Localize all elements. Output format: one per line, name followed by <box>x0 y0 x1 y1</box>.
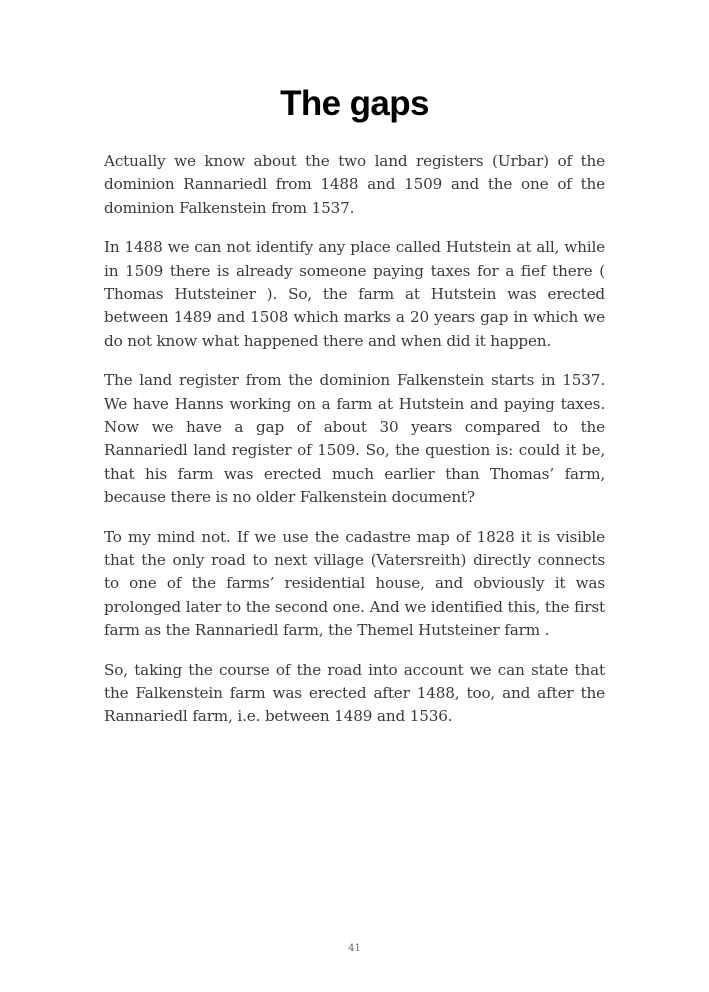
paragraph: To my mind not. If we use the cadastre map of 1828 it is visible that the only road to next village (Vatersreith) directly connects to one of the farms’ residential house, and obviously it was prolonged later to the second one. And we identified this, the first farm as the Rannariedl farm, the Themel Hutsteiner farm . <box>104 527 605 639</box>
paragraph: Actually we know about the two land registers (Urbar) of the dominion Rannariedl from 1488 and 1509 and the one of the dominion Falkenstein from 1537. <box>104 152 605 217</box>
page-number: 41 <box>348 943 361 954</box>
paragraph: In 1488 we can not identify any place called Hutstein at all, while in 1509 there is already someone paying taxes for a fief there ( Thomas Hutsteiner ). So, the farm at Hutstein was erected between 1489 and 1508 which marks a 20 years gap in which we do not know what happened there and when did it happen. <box>104 238 605 350</box>
page-title: The gaps <box>280 84 429 123</box>
paragraph: So, taking the course of the road into account we can state that the Falkenstein farm was erected after 1488, too, and after the Rannariedl farm, i.e. between 1489 and 1536. <box>104 660 605 726</box>
paragraph: The land register from the dominion Falkenstein starts in 1537. We have Hanns working on a farm at Hutstein and paying taxes. Now we have a gap of about 30 years compared to the Rannariedl land register of 1509. So, the question is: could it be, that his farm was erected much earlier than Thomas’ farm, because there is no older Falkenstein document? <box>104 371 605 506</box>
body-text <box>104 150 605 745</box>
